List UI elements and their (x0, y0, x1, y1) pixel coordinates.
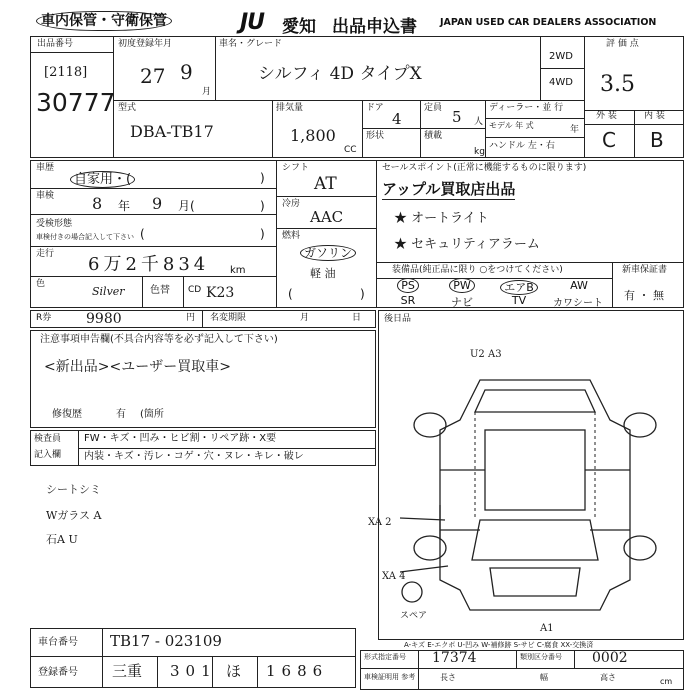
width-label: 幅 (540, 673, 548, 682)
selling-point: ★ オートライト (394, 211, 489, 226)
equip-airbag: エアB (500, 280, 538, 295)
diagram-mark: XA 2 (368, 517, 392, 528)
selling-points-label: セールスポイント(正常に機能するものに限ります) (382, 163, 587, 173)
repair-extra: (箇所 (140, 409, 164, 420)
inspection-close: ) (260, 199, 265, 213)
interior-label: 内 装 (644, 111, 665, 121)
model-number-label: 形式指定番号 (364, 653, 406, 661)
color-value: Silver (92, 285, 125, 298)
first-reg-label: 初度登録年月 (118, 39, 173, 49)
notes-label: 注意事項申告欄(不具合内容等を必ず記入して下さい) (40, 334, 278, 345)
reception-paren: ( (140, 227, 145, 241)
diagram-top-mark: U2 A3 (470, 349, 502, 360)
dimensions-label: 車検証明用 参考 (364, 673, 416, 681)
form-title: 出品申込書 (332, 17, 417, 37)
equipment-label: 装備品(純正品に限り ○をつけてください) (392, 265, 563, 275)
inspector-label: 検査員 (34, 434, 62, 444)
rating-label: 評 価 点 (606, 39, 639, 49)
inspector-exterior: FW・キズ・凹み・ヒビ割・リペア跡・X要 (84, 433, 277, 444)
car-name-label: 車名・グレード (219, 39, 283, 49)
doors-value: 4 (392, 110, 402, 128)
car-name-value: シルフィ 4D タイプX (258, 64, 422, 84)
handle-label: ハンドル 左・右 (489, 141, 555, 151)
inspector-note: シートシミ (46, 483, 101, 496)
diagram-mark: XA 4 (382, 571, 406, 582)
repair-value: 有 (116, 409, 126, 420)
inspector-label-2: 記入欄 (34, 450, 62, 460)
reception-note: 車検付きの場合記入して下さい (36, 233, 134, 241)
diagram-mark: A1 (540, 623, 554, 634)
recycle-label: R券 (36, 313, 52, 323)
equip-tv: TV (511, 294, 527, 307)
first-reg-month: 9 (180, 60, 193, 84)
equip-pw: PW (449, 278, 475, 293)
inspection-year: 8 (92, 194, 103, 213)
damage-legend: A-キズ E-エクボ U-凹み W-補修跡 S-サビ C-腐食 XX-交換済 (404, 641, 594, 649)
capacity-label: 定員 (424, 103, 443, 113)
fuel-close: ) (360, 287, 365, 301)
drive-4wd: 4WD (549, 77, 573, 88)
fuel-paren: ( (288, 287, 293, 301)
inspector-note: Wガラス A (46, 509, 102, 522)
fuel-alt: 軽 油 (310, 267, 336, 280)
model-number-value: 17374 (432, 650, 477, 666)
equip-seat: カワシート (553, 298, 603, 309)
color-code-value: K23 (206, 285, 235, 301)
notes-value: <新出品><ユーザー買取車> (44, 359, 231, 375)
shift-value: AT (314, 174, 337, 194)
fuel-label: 燃料 (282, 231, 301, 241)
repair-label: 修復歴 (52, 409, 82, 420)
top-info-frame (30, 36, 684, 158)
displacement-unit: CC (344, 145, 357, 155)
ju-logo: JU (240, 10, 265, 35)
load-label: 積載 (424, 131, 443, 141)
reception-close: ) (260, 227, 265, 241)
registration-kana: ほ (226, 662, 242, 680)
drive-2wd: 2WD (549, 51, 573, 62)
chassis-value: TB17 - 023109 (110, 632, 222, 650)
name-change-month: 月 (300, 313, 310, 323)
load-unit: kg (474, 147, 485, 157)
equip-sr: SR (400, 294, 416, 307)
doors-label: ドア (366, 103, 384, 113)
history-close: ) (260, 171, 265, 185)
first-reg-month-unit: 月 (202, 87, 212, 97)
inspector-note: 石A U (46, 533, 78, 546)
new-warranty-label: 新車保証書 (622, 265, 668, 275)
equip-navi: ナビ (451, 296, 473, 309)
displacement-label: 排気量 (276, 103, 304, 113)
aircon-value: AAC (310, 208, 344, 226)
equip-ps: PS (397, 278, 419, 293)
registration-label: 登録番号 (38, 667, 78, 678)
reception-label: 受検形態 (36, 219, 73, 229)
recycle-value: 9980 (86, 311, 122, 327)
capacity-unit: 人 (474, 117, 484, 127)
rear-label: 後日品 (384, 314, 412, 324)
chassis-label: 車台番号 (38, 637, 78, 648)
name-change-day: 日 (352, 313, 362, 323)
color-label: 色 (36, 279, 46, 289)
length-label: 長さ (440, 673, 456, 682)
inspector-interior: 内装・キズ・汚レ・コゲ・穴・ヌレ・キレ・破レ (84, 451, 304, 462)
shift-label: シフト (282, 163, 310, 173)
lot-label: 出品番号 (37, 39, 74, 49)
storage-type (36, 10, 172, 30)
lot-code: [2118] (44, 65, 88, 80)
inspection-month-unit: 月( (178, 199, 195, 213)
class-number-label: 類別区分番号 (520, 653, 562, 661)
registration-class: 301 (170, 662, 217, 680)
equipment-grid (380, 278, 612, 308)
car-damage-diagram (400, 360, 670, 630)
aircon-label: 冷房 (282, 199, 301, 209)
displacement-value: 1,800 (290, 126, 336, 145)
new-warranty-value: 有 ・ 無 (624, 289, 664, 302)
dealer-label: ディーラー・並 行 (489, 103, 564, 113)
spare-label: スペア (400, 611, 428, 621)
height-label: 高さ (600, 673, 616, 682)
lot-number: 30777 (36, 88, 116, 117)
shape-label: 形状 (366, 131, 385, 141)
model-year-label: モデル 年 式 (489, 121, 534, 130)
mileage-value: 6万2千834 (88, 254, 210, 275)
model-year-unit: 年 (570, 125, 580, 135)
form-subtitle: JAPAN USED CAR DEALERS ASSOCIATION (440, 17, 657, 28)
inspection-month: 9 (152, 194, 163, 213)
storage-type-label: 車内保管・守衛保管 (36, 11, 172, 31)
history-label: 車歴 (36, 163, 55, 173)
color-change-label: 色替 (150, 285, 170, 296)
exterior-grade: C (602, 128, 616, 152)
name-change-label: 名変期限 (210, 313, 247, 323)
interior-grade: B (650, 128, 664, 152)
selling-point: ★ セキュリティアラーム (394, 237, 540, 252)
equip-aw: AW (570, 279, 588, 292)
inspection-year-unit: 年 (118, 199, 131, 213)
mileage-label: 走行 (36, 249, 55, 259)
recycle-row (30, 310, 376, 328)
mileage-unit: km (230, 265, 246, 276)
exterior-label: 外 装 (596, 111, 617, 121)
registration-number: 1686 (266, 662, 329, 680)
inspection-label: 車検 (36, 191, 55, 201)
selling-headline: アップル買取店出品 (382, 180, 516, 198)
model-code-value: DBA-TB17 (130, 122, 214, 141)
color-code-label: CD (188, 285, 202, 295)
dimensions-unit: cm (660, 677, 673, 686)
fuel-value: ガソリン (300, 244, 356, 261)
capacity-value: 5 (452, 108, 462, 126)
first-reg-year: 27 (140, 64, 166, 88)
history-value: 自家用・( (70, 168, 135, 187)
registration-region: 三重 (112, 662, 143, 680)
class-number-value: 0002 (592, 650, 628, 666)
model-code-label: 型式 (118, 103, 137, 113)
rating-value: 3.5 (600, 72, 635, 97)
recycle-unit: 円 (186, 313, 196, 323)
org-name: 愛知 (282, 17, 316, 37)
